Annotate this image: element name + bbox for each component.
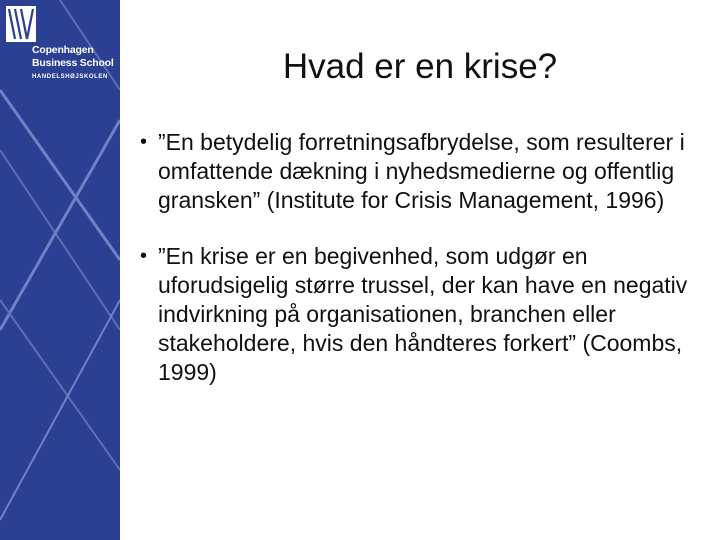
bullet-text: ”En betydelig forretningsafbrydelse, som resulterer i omfattende dækning i nyhedsmedierne og offentlig gransken” (Institute for Crisis Management, 1996) xyxy=(158,129,685,213)
logo-line-2: Business School xyxy=(32,57,114,69)
slide-title: Hvad er en krise? xyxy=(282,47,558,86)
bullet-item xyxy=(140,242,700,387)
bullet-dot-icon: • xyxy=(140,245,148,267)
bullet-list xyxy=(140,128,700,414)
cbs-logo-text xyxy=(32,44,120,84)
bullet-text: ”En krise er en begivenhed, som udgør en uforudsigelig større trussel, der kan have en negativ indvirkning på organisationen, branchen eller stakeholdere, hvis den håndteres forkert” (Coombs, 1999) xyxy=(158,243,688,385)
bullet-dot-icon: • xyxy=(140,131,148,153)
bullet-item xyxy=(140,128,700,215)
sidebar-banner xyxy=(0,0,120,540)
cbs-logo-icon xyxy=(6,6,36,42)
logo-line-1: Copenhagen xyxy=(32,44,94,56)
logo-line-3: HANDELSHØJSKOLEN xyxy=(32,74,108,80)
